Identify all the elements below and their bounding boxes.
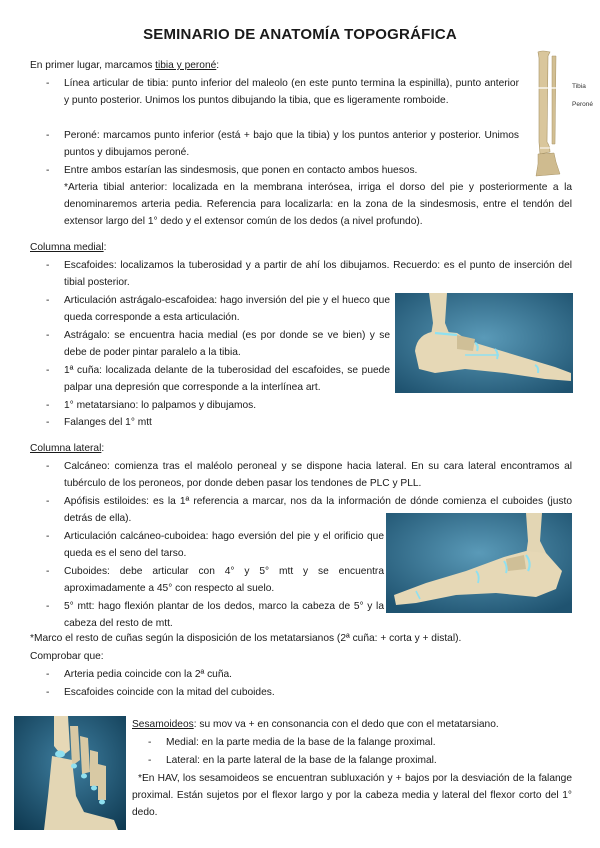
list-item: Cuboides: debe articular con 4° y 5° mtt y se encuentra aproximadamente a 45° con respecto al suelo. bbox=[64, 566, 384, 595]
list-item: Escafoides: localizamos la tuberosidad y a partir de ahí los dibujamos. Recuerdo: es el punto de inserción del tibial posterior. bbox=[64, 260, 572, 289]
list-item: Lateral: en la parte lateral de la base de la falange proximal. bbox=[166, 755, 437, 766]
perone-label: Peroné bbox=[572, 101, 593, 108]
list-dash: - bbox=[46, 330, 50, 341]
list-item: Entre ambos estarían las sindesmosis, que ponen en contacto ambos huesos. bbox=[64, 165, 418, 176]
lateral-heading: Columna lateral: bbox=[30, 443, 105, 454]
leg-bones-image bbox=[528, 50, 568, 178]
list-dash: - bbox=[46, 417, 50, 428]
list-dash: - bbox=[148, 737, 152, 748]
list-dash: - bbox=[46, 601, 50, 612]
list-dash: - bbox=[46, 687, 50, 698]
list-item: Medial: en la parte media de la base de la falange proximal. bbox=[166, 737, 436, 748]
list-item: 1ª cuña: localizada delante de la tuberosidad del escafoides, se puede palpar una depresión que corresponde a la interlínea art. bbox=[64, 365, 390, 394]
sesamoid-intro bbox=[132, 716, 499, 733]
sesamoid-foot-image bbox=[14, 716, 126, 830]
check-heading: Comprobar que: bbox=[30, 651, 104, 662]
list-item: Apófisis estiloides: es la 1ª referencia a marcar, nos da la información de dónde comienza el cuboides (justo detrás de ella). bbox=[64, 496, 572, 525]
list-item: Línea articular de tibia: punto inferior del maleolo (en este punto termina la espinilla), punto anterior y punto posterior. Unimos los puntos dibujando la tibia, que es ligeramente romboide. bbox=[64, 78, 519, 107]
list-dash: - bbox=[46, 531, 50, 542]
list-dash: - bbox=[46, 496, 50, 507]
list-item: Calcáneo: comienza tras el maléolo peroneal y se dispone hacia lateral. En su cara lateral encontramos al tubérculo de los peroneos, por donde deben pasar los tendones de PLC y PLL. bbox=[64, 461, 572, 490]
list-dash: - bbox=[148, 755, 152, 766]
hav-note: *En HAV, los sesamoideos se encuentran subluxación y + bajos por la desviación de la falange proximal. Están sujetos por el flexor largo y por la cabeza media y lateral del flexor corto del 1° dedo. bbox=[132, 773, 572, 819]
intro-underlined: tibia y peroné bbox=[155, 60, 217, 71]
medial-heading-text: Columna medial bbox=[30, 242, 104, 253]
page-title: SEMINARIO DE ANATOMÍA TOPOGRÁFICA bbox=[143, 26, 457, 43]
list-item: 1° metatarsiano: lo palpamos y dibujamos. bbox=[64, 400, 257, 411]
lateral-foot-image bbox=[386, 513, 572, 613]
list-dash: - bbox=[46, 669, 50, 680]
list-dash: - bbox=[46, 365, 50, 376]
list-item: Articulación calcáneo-cuboidea: hago eversión del pie y el orificio que queda es el seno del tarso. bbox=[64, 531, 384, 560]
list-dash: - bbox=[46, 78, 50, 89]
cuñas-note: *Marco el resto de cuñas según la disposición de los metatarsianos (2ª cuña: + corta y + distal). bbox=[30, 633, 462, 644]
list-item: Falanges del 1° mtt bbox=[64, 417, 152, 428]
intro-suffix: : bbox=[216, 60, 220, 71]
intro-line bbox=[30, 57, 219, 74]
sesamoid-heading: Sesamoideos bbox=[132, 719, 194, 730]
list-dash: - bbox=[46, 295, 50, 306]
tibia-label: Tibia bbox=[572, 83, 586, 90]
list-item: Articulación astrágalo-escafoidea: hago inversión del pie y el hueco que queda corresponde a esta articulación. bbox=[64, 295, 390, 324]
list-dash: - bbox=[46, 461, 50, 472]
arteria-tibial-note: *Arteria tibial anterior: localizada en la membrana interósea, irriga el dorso del pie y posteriormente a la denominaremos arteria pedia. Referencia para localizarla: en la zona de la sindesmosis, entre el tendón del extensor largo del 1° dedo y el extensor común de los dedos (a nivel profundo). bbox=[64, 182, 572, 228]
list-dash: - bbox=[46, 566, 50, 577]
list-item: Escafoides coincide con la mitad del cuboides. bbox=[64, 687, 275, 698]
list-dash: - bbox=[46, 130, 50, 141]
sesamoid-intro-text: : su mov va + en consonancia con el dedo que con el metatarsiano. bbox=[193, 719, 499, 730]
list-item: Peroné: marcamos punto inferior (está + bajo que la tibia) y los puntos anterior y posterior. Unimos puntos y dibujamos peroné. bbox=[64, 130, 519, 159]
list-item: 5° mtt: hago flexión plantar de los dedos, marco la cabeza de 5° y la cabeza del resto de mtt. bbox=[64, 601, 384, 630]
list-item: Astrágalo: se encuentra hacia medial (es por donde se ve bien) y se debe de poder pintar paralelo a la tibia. bbox=[64, 330, 390, 359]
medial-foot-image bbox=[395, 293, 573, 393]
lateral-heading-text: Columna lateral bbox=[30, 443, 102, 454]
list-dash: - bbox=[46, 165, 50, 176]
list-item: Arteria pedia coincide con la 2ª cuña. bbox=[64, 669, 233, 680]
intro-prefix: En primer lugar, marcamos bbox=[30, 60, 156, 71]
list-dash: - bbox=[46, 260, 50, 271]
medial-heading: Columna medial: bbox=[30, 242, 107, 253]
list-dash: - bbox=[46, 400, 50, 411]
